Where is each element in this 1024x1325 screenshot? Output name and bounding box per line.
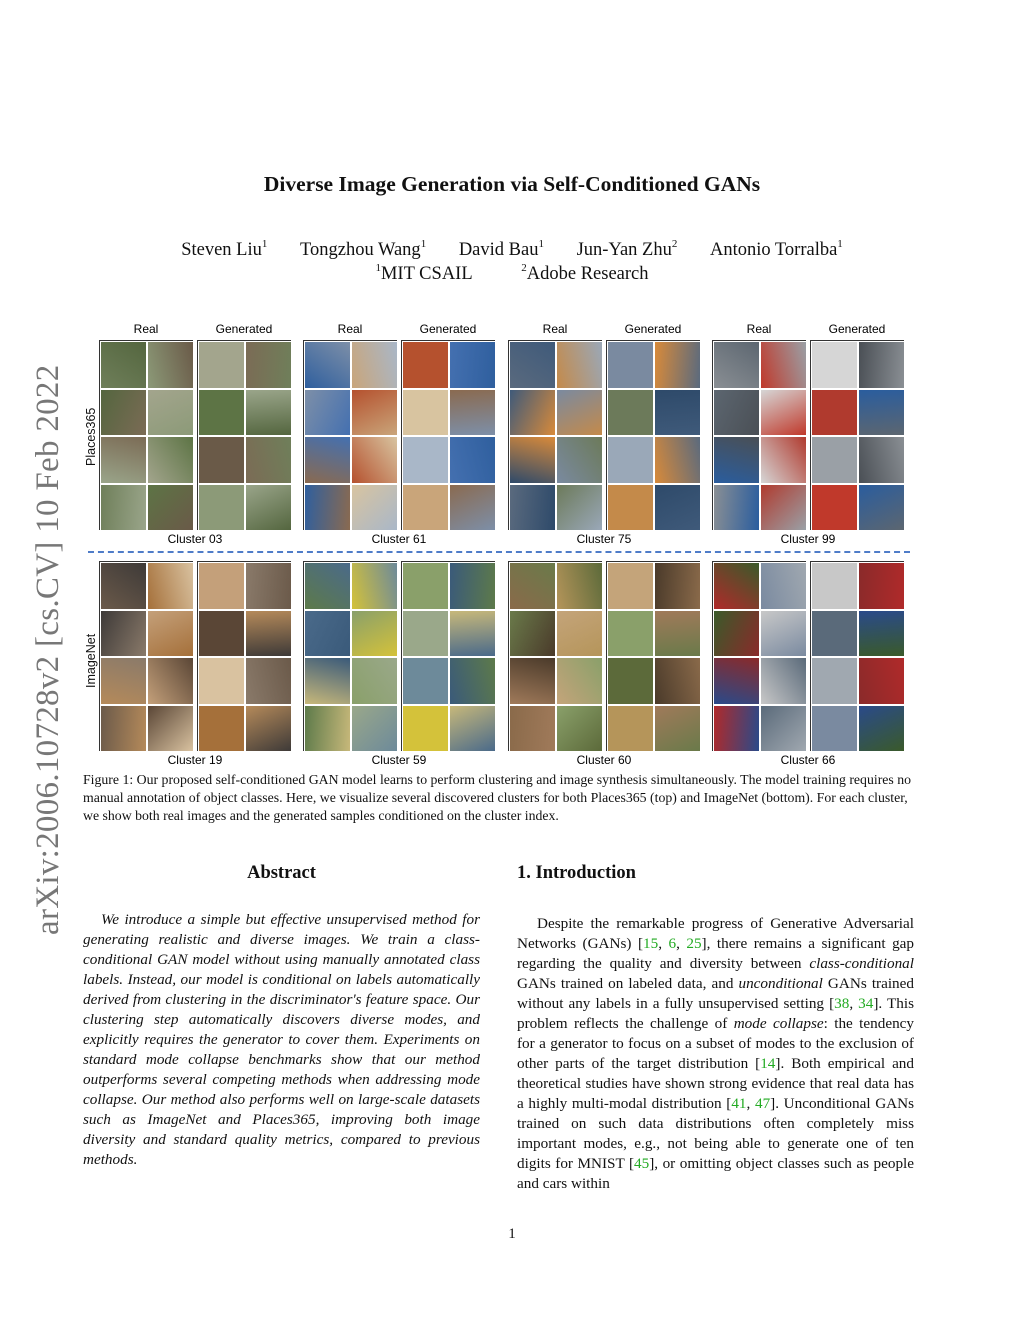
column-header-real: Real (746, 322, 772, 336)
thumbnail-image (449, 484, 496, 532)
thumbnail-image (245, 657, 292, 705)
abstract-heading: Abstract (247, 863, 316, 883)
thumbnail-image (858, 436, 905, 484)
thumbnail-image (100, 341, 147, 389)
thumbnail-image (351, 610, 398, 658)
column-header-generated: Generated (828, 322, 886, 336)
thumbnail-image (304, 610, 351, 658)
author-list (0, 240, 1024, 261)
thumbnail-image (556, 610, 603, 658)
generated-image-grid (197, 340, 291, 530)
thumbnail-image (100, 657, 147, 705)
thumbnail-image (760, 341, 807, 389)
thumbnail-image (245, 436, 292, 484)
thumbnail-image (713, 341, 760, 389)
thumbnail-image (198, 610, 245, 658)
thumbnail-image (198, 562, 245, 610)
intro-text-run: Despite the remarkable progress of Generative Adversarial Networks (GANs) [ (517, 915, 914, 952)
thumbnail-image (509, 705, 556, 753)
thumbnail-image (147, 657, 194, 705)
affiliation: $^2$Adobe Research (521, 262, 649, 284)
thumbnail-image (402, 389, 449, 437)
thumbnail-image (760, 389, 807, 437)
column-header-generated: Generated (419, 322, 477, 336)
column-header-generated: Generated (215, 322, 273, 336)
real-image-grid (712, 340, 806, 530)
column-header-generated: Generated (624, 322, 682, 336)
thumbnail-image (245, 341, 292, 389)
thumbnail-image (245, 705, 292, 753)
thumbnail-image (556, 657, 603, 705)
intro-text-run: : the tendency for a generator to focus on a subset of modes to the exclusion of other parts of the target distribution [ (517, 1015, 914, 1072)
generated-image-grid (401, 561, 495, 751)
thumbnail-image (402, 657, 449, 705)
thumbnail-image (100, 436, 147, 484)
intro-heading: 1. Introduction (517, 863, 636, 883)
thumbnail-image (654, 484, 701, 532)
thumbnail-image (509, 436, 556, 484)
thumbnail-image (654, 657, 701, 705)
real-image-grid (99, 561, 193, 751)
cluster-label: Cluster 61 (371, 532, 427, 546)
generated-image-grid (810, 340, 904, 530)
thumbnail-image (811, 436, 858, 484)
generated-image-grid (810, 561, 904, 751)
real-image-grid (99, 340, 193, 530)
author: Steven Liu$^1$ (181, 238, 268, 260)
thumbnail-image (304, 705, 351, 753)
thumbnail-image (607, 436, 654, 484)
cluster-label: Cluster 59 (371, 753, 427, 767)
affiliations (0, 264, 1024, 285)
citation-link[interactable]: 6 (668, 935, 677, 952)
intro-text-run: , (658, 935, 669, 952)
thumbnail-image (858, 610, 905, 658)
thumbnail-image (100, 705, 147, 753)
thumbnail-image (509, 341, 556, 389)
thumbnail-image (198, 436, 245, 484)
thumbnail-image (713, 562, 760, 610)
thumbnail-image (449, 436, 496, 484)
thumbnail-image (858, 562, 905, 610)
column-header-real: Real (337, 322, 363, 336)
citation-link[interactable]: 15 (643, 935, 659, 952)
real-image-grid (508, 561, 602, 751)
thumbnail-image (147, 562, 194, 610)
author: Antonio Torralba$^1$ (709, 238, 843, 260)
figure-caption: Figure 1: Our proposed self-conditioned GAN model learns to perform clustering and image synthesis simultaneously. The model training requires no manual annotation of object classes. Here, we visualize several discovered clusters for both Places365 (top) and ImageNet (bottom). For each cluster, we show both real images and the generated samples conditioned on the cluster index. (83, 772, 912, 823)
figure-divider (88, 551, 910, 553)
generated-image-grid (401, 340, 495, 530)
thumbnail-image (449, 562, 496, 610)
thumbnail-image (449, 705, 496, 753)
thumbnail-image (607, 484, 654, 532)
thumbnail-image (556, 341, 603, 389)
author: Jun-Yan Zhu$^2$ (576, 238, 678, 260)
thumbnail-image (556, 705, 603, 753)
thumbnail-image (304, 389, 351, 437)
intro-text-run: , (746, 1095, 755, 1112)
thumbnail-image (147, 610, 194, 658)
thumbnail-image (509, 657, 556, 705)
column-header-real: Real (133, 322, 159, 336)
thumbnail-image (760, 657, 807, 705)
thumbnail-image (858, 341, 905, 389)
thumbnail-image (654, 705, 701, 753)
real-image-grid (303, 561, 397, 751)
thumbnail-image (351, 341, 398, 389)
thumbnail-image (811, 341, 858, 389)
column-header-real: Real (542, 322, 568, 336)
citation-link[interactable]: 47 (754, 1095, 771, 1112)
thumbnail-image (654, 610, 701, 658)
generated-image-grid (606, 340, 700, 530)
thumbnail-image (811, 705, 858, 753)
thumbnail-image (713, 705, 760, 753)
intro-text-run: ], or omitting object classes such as people and cars within (517, 1155, 914, 1192)
author: David Bau$^1$ (458, 238, 544, 260)
thumbnail-image (351, 389, 398, 437)
cluster-label: Cluster 60 (576, 753, 632, 767)
thumbnail-image (607, 705, 654, 753)
row-label-imagenet: ImageNet (84, 633, 98, 688)
cluster-label: Cluster 03 (167, 532, 223, 546)
thumbnail-image (198, 484, 245, 532)
intro-text-run: ], there remains a significant gap regarding the quality and diversity between (517, 935, 915, 972)
thumbnail-image (607, 610, 654, 658)
thumbnail-image (100, 610, 147, 658)
thumbnail-image (556, 389, 603, 437)
thumbnail-image (556, 436, 603, 484)
thumbnail-image (198, 657, 245, 705)
thumbnail-image (304, 562, 351, 610)
intro-text-run: ]. Both empirical and theoretical studies have shown strong evidence that real data has a highly multi-modal distribution [ (517, 1055, 914, 1112)
arxiv-stamp: arXiv:2006.10728v2 [cs.CV] 10 Feb 2022 (30, 364, 66, 935)
intro-text-run: , (849, 995, 859, 1012)
thumbnail-image (449, 341, 496, 389)
cluster-label: Cluster 66 (780, 753, 836, 767)
thumbnail-image (402, 705, 449, 753)
thumbnail-image (351, 436, 398, 484)
thumbnail-image (858, 484, 905, 532)
citation-link[interactable]: 34 (858, 995, 874, 1012)
thumbnail-image (402, 436, 449, 484)
thumbnail-image (811, 389, 858, 437)
citation-link[interactable]: 14 (760, 1055, 776, 1072)
thumbnail-image (245, 484, 292, 532)
intro-text-run: GANs trained without any labels in a fully unsupervised setting [ (517, 975, 914, 1012)
thumbnail-image (713, 436, 760, 484)
thumbnail-image (100, 389, 147, 437)
thumbnail-image (304, 484, 351, 532)
real-image-grid (303, 340, 397, 530)
paper-title: Diverse Image Generation via Self-Conditioned GANs (263, 172, 761, 196)
thumbnail-image (607, 389, 654, 437)
cluster-label: Cluster 75 (576, 532, 632, 546)
thumbnail-image (402, 562, 449, 610)
intro-text-run: GANs trained on labeled data, and (517, 975, 739, 992)
thumbnail-image (449, 610, 496, 658)
thumbnail-image (713, 389, 760, 437)
emphasis-term: mode collapse (733, 1015, 824, 1032)
thumbnail-image (811, 657, 858, 705)
thumbnail-image (402, 341, 449, 389)
thumbnail-image (654, 436, 701, 484)
thumbnail-image (449, 389, 496, 437)
thumbnail-image (760, 484, 807, 532)
thumbnail-image (402, 610, 449, 658)
thumbnail-image (811, 610, 858, 658)
thumbnail-image (607, 341, 654, 389)
citation-link[interactable]: 41 (731, 1095, 747, 1112)
thumbnail-image (147, 705, 194, 753)
thumbnail-image (556, 562, 603, 610)
intro-text-run: ]. Unconditional GANs trained on such data distributions often completely miss important modes, e.g., not being able to generate one of ten digits for MNIST [ (517, 1095, 915, 1172)
thumbnail-image (858, 657, 905, 705)
cluster-label: Cluster 99 (780, 532, 836, 546)
citation-link[interactable]: 38 (834, 995, 850, 1012)
thumbnail-image (245, 562, 292, 610)
emphasis-term: class-conditional (809, 955, 914, 972)
thumbnail-image (147, 436, 194, 484)
thumbnail-image (198, 705, 245, 753)
intro-text-run: ]. This problem reflects the challenge of (517, 995, 914, 1032)
thumbnail-image (351, 705, 398, 753)
thumbnail-image (245, 389, 292, 437)
thumbnail-image (198, 341, 245, 389)
thumbnail-image (304, 436, 351, 484)
thumbnail-image (760, 705, 807, 753)
thumbnail-image (147, 341, 194, 389)
thumbnail-image (304, 657, 351, 705)
thumbnail-image (147, 484, 194, 532)
thumbnail-image (811, 484, 858, 532)
thumbnail-image (509, 610, 556, 658)
thumbnail-image (713, 484, 760, 532)
thumbnail-image (760, 610, 807, 658)
generated-image-grid (197, 561, 291, 751)
thumbnail-image (811, 562, 858, 610)
thumbnail-image (607, 657, 654, 705)
thumbnail-image (654, 389, 701, 437)
author: Tongzhou Wang$^1$ (299, 238, 427, 260)
thumbnail-image (858, 705, 905, 753)
real-image-grid (508, 340, 602, 530)
abstract-text: We introduce a simple but effective unsupervised method for generating realistic and diverse images. We train a class-conditional GAN model without using manually annotated class labels. Instead, our model is conditional on labels automatically derived from clustering in the discriminator's feature space. Our clustering step automatically discovers diverse modes, and explicitly requires the generator to cover them. Experiments on standard mode collapse benchmarks show that our method outperforms several competing methods when addressing mode collapse. Our method also performs well on large-scale datasets such as ImageNet and Places365, improving both image diversity and standard quality metrics, compared to previous methods. (83, 911, 480, 1168)
thumbnail-image (509, 389, 556, 437)
thumbnail-image (713, 657, 760, 705)
real-image-grid (712, 561, 806, 751)
thumbnail-image (100, 484, 147, 532)
thumbnail-image (351, 484, 398, 532)
thumbnail-image (654, 562, 701, 610)
citation-link[interactable]: 25 (686, 935, 702, 952)
thumbnail-image (449, 657, 496, 705)
cluster-label: Cluster 19 (167, 753, 223, 767)
thumbnail-image (607, 562, 654, 610)
thumbnail-image (713, 610, 760, 658)
thumbnail-image (198, 389, 245, 437)
thumbnail-image (402, 484, 449, 532)
page-number: 1 (508, 1226, 516, 1242)
thumbnail-image (556, 484, 603, 532)
intro-text-run: , (676, 935, 687, 952)
row-label-places365: Places365 (84, 407, 98, 466)
thumbnail-image (100, 562, 147, 610)
thumbnail-image (147, 389, 194, 437)
thumbnail-image (351, 562, 398, 610)
thumbnail-image (351, 657, 398, 705)
thumbnail-image (245, 610, 292, 658)
thumbnail-image (509, 562, 556, 610)
thumbnail-image (654, 341, 701, 389)
thumbnail-image (760, 436, 807, 484)
thumbnail-image (760, 562, 807, 610)
thumbnail-image (858, 389, 905, 437)
generated-image-grid (606, 561, 700, 751)
intro-text (517, 914, 914, 1194)
thumbnail-image (509, 484, 556, 532)
thumbnail-image (304, 341, 351, 389)
emphasis-term: unconditional (738, 975, 823, 992)
citation-link[interactable]: 45 (634, 1155, 650, 1172)
affiliation: $^1$MIT CSAIL (375, 262, 473, 284)
